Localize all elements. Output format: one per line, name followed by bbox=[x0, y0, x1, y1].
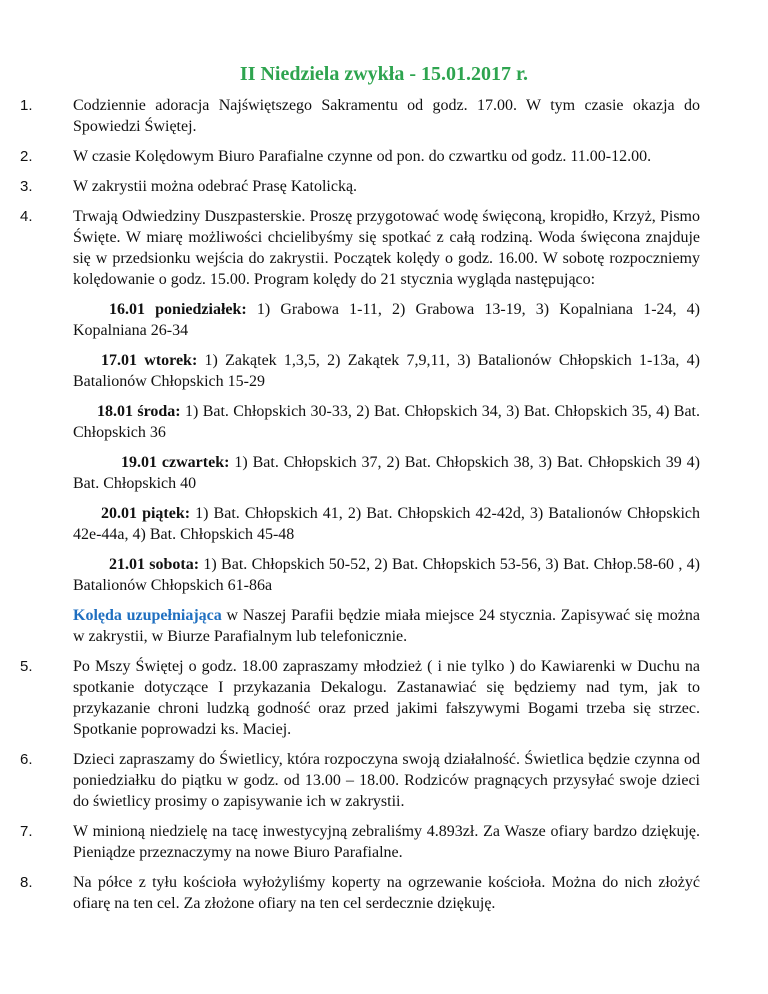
schedule-row bbox=[73, 554, 700, 596]
schedule-row bbox=[73, 401, 700, 443]
item-number: 3. bbox=[20, 178, 33, 195]
item-number: 7. bbox=[20, 823, 33, 840]
schedule-row bbox=[73, 503, 700, 545]
item-text: W minioną niedzielę na tacę inwestycyjną zebraliśmy 4.893zł. Za Wasze ofiary bardzo dziękuję. Pieniądze przeznaczymy na nowe Biuro Parafialne. bbox=[73, 823, 700, 861]
schedule-day: 20.01 piątek: bbox=[101, 505, 191, 522]
schedule-text: 1) Bat. Chłopskich 41, 2) Bat. Chłopskich 42-42d, 3) Batalionów Chłopskich 42e-44a, 4) Bat. Chłopskich 45-48 bbox=[73, 505, 701, 543]
announcement-item-8 bbox=[20, 872, 700, 914]
schedule-day: 18.01 środa: bbox=[97, 403, 181, 420]
announcement-item-5 bbox=[20, 656, 700, 740]
item-number: 2. bbox=[20, 148, 33, 165]
announcement-item-7 bbox=[20, 821, 700, 863]
schedule-day: 21.01 sobota: bbox=[109, 556, 200, 573]
schedule-text: 1) Zakątek 1,3,5, 2) Zakątek 7,9,11, 3) Batalionów Chłopskich 1-13a, 4) Batalionów Chłopskich 15-29 bbox=[73, 352, 700, 390]
item-text: Na półce z tyłu kościoła wyłożyliśmy koperty na ogrzewanie kościoła. Można do nich złożyć ofiarę na ten cel. Za złożone ofiary na ten cel serdecznie dziękuję. bbox=[73, 874, 700, 912]
announcement-item-6 bbox=[20, 749, 700, 812]
supplement-paragraph bbox=[73, 605, 700, 647]
announcement-list bbox=[20, 95, 700, 923]
supplement-text: w Naszej Parafii będzie miała miejsce 24 stycznia. Zapisywać się można w zakrystii, w Biurze Parafialnym lub telefonicznie. bbox=[73, 607, 700, 645]
item-number: 6. bbox=[20, 751, 33, 768]
schedule-text: 1) Bat. Chłopskich 30-33, 2) Bat. Chłopskich 34, 3) Bat. Chłopskich 35, 4) Bat. Chłopskich 36 bbox=[73, 403, 701, 441]
item-number: 5. bbox=[20, 658, 33, 675]
announcement-item-3 bbox=[20, 176, 700, 197]
schedule-day: 17.01 wtorek: bbox=[101, 352, 198, 369]
item-text: W zakrystii można odebrać Prasę Katolicką. bbox=[73, 178, 358, 195]
item-text: Po Mszy Świętej o godz. 18.00 zapraszamy młodzież ( i nie tylko ) do Kawiarenki w Duchu na spotkanie dotyczące I przykazania Dekalogu. Zastanawiać się będziemy nad tym, jak to przykazanie chroni ludzką godność oraz przed jakimi fałszywymi Bogami trzeba się strzec. Spotkanie poprowadzi ks. Maciej. bbox=[73, 658, 700, 738]
supplement-highlight: Kolęda uzupełniająca bbox=[73, 607, 222, 624]
schedule-row bbox=[73, 299, 700, 341]
item-number: 8. bbox=[20, 874, 33, 891]
schedule-text: 1) Grabowa 1-11, 2) Grabowa 13-19, 3) Kopalniana 1-24, 4) Kopalniana 26-34 bbox=[73, 301, 701, 339]
schedule-day: 19.01 czwartek: bbox=[121, 454, 230, 471]
page-title: II Niedziela zwykła - 15.01.2017 r. bbox=[239, 63, 529, 85]
item-text: Dzieci zapraszamy do Świetlicy, która rozpoczyna swoją działalność. Świetlica będzie czynna od poniedziałku do piątku w godz. od 13.00 – 18.00. Rodziców pragnących przysyłać swoje dzieci do świetlicy prosimy o zapisywanie ich w zakrystii. bbox=[73, 751, 700, 810]
announcement-item-1 bbox=[20, 95, 700, 137]
schedule-row bbox=[73, 452, 700, 494]
announcement-item-4 bbox=[20, 206, 700, 647]
announcement-item-2 bbox=[20, 146, 700, 167]
item-text: Codziennie adoracja Najświętszego Sakramentu od godz. 17.00. W tym czasie okazja do Spowiedzi Świętej. bbox=[73, 97, 700, 135]
schedule-text: 1) Bat. Chłopskich 50-52, 2) Bat. Chłopskich 53-56, 3) Bat. Chłop.58-60 , 4) Batalionów Chłopskich 61-86a bbox=[73, 556, 700, 594]
schedule-row bbox=[73, 350, 700, 392]
item-text: W czasie Kolędowym Biuro Parafialne czynne od pon. do czwartku od godz. 11.00-12.00. bbox=[73, 148, 652, 165]
item-text: Trwają Odwiedziny Duszpasterskie. Proszę przygotować wodę święconą, kropidło, Krzyż, Pismo Święte. W miarę możliwości chcielibyśmy się spotkać z całą rodziną. Woda święcona znajduje się w przedsionku wejścia do zakrystii. Początek kolędy o godz. 16.00. W sobotę rozpoczniemy kolędowanie o godz. 15.00. Program kolędy do 21 stycznia wygląda następująco: bbox=[73, 208, 700, 288]
item-number: 4. bbox=[20, 208, 33, 225]
schedule-text: 1) Bat. Chłopskich 37, 2) Bat. Chłopskich 38, 3) Bat. Chłopskich 39 4) Bat. Chłopskich 40 bbox=[73, 454, 701, 492]
schedule-day: 16.01 poniedziałek: bbox=[109, 301, 247, 318]
item-number: 1. bbox=[20, 97, 33, 114]
